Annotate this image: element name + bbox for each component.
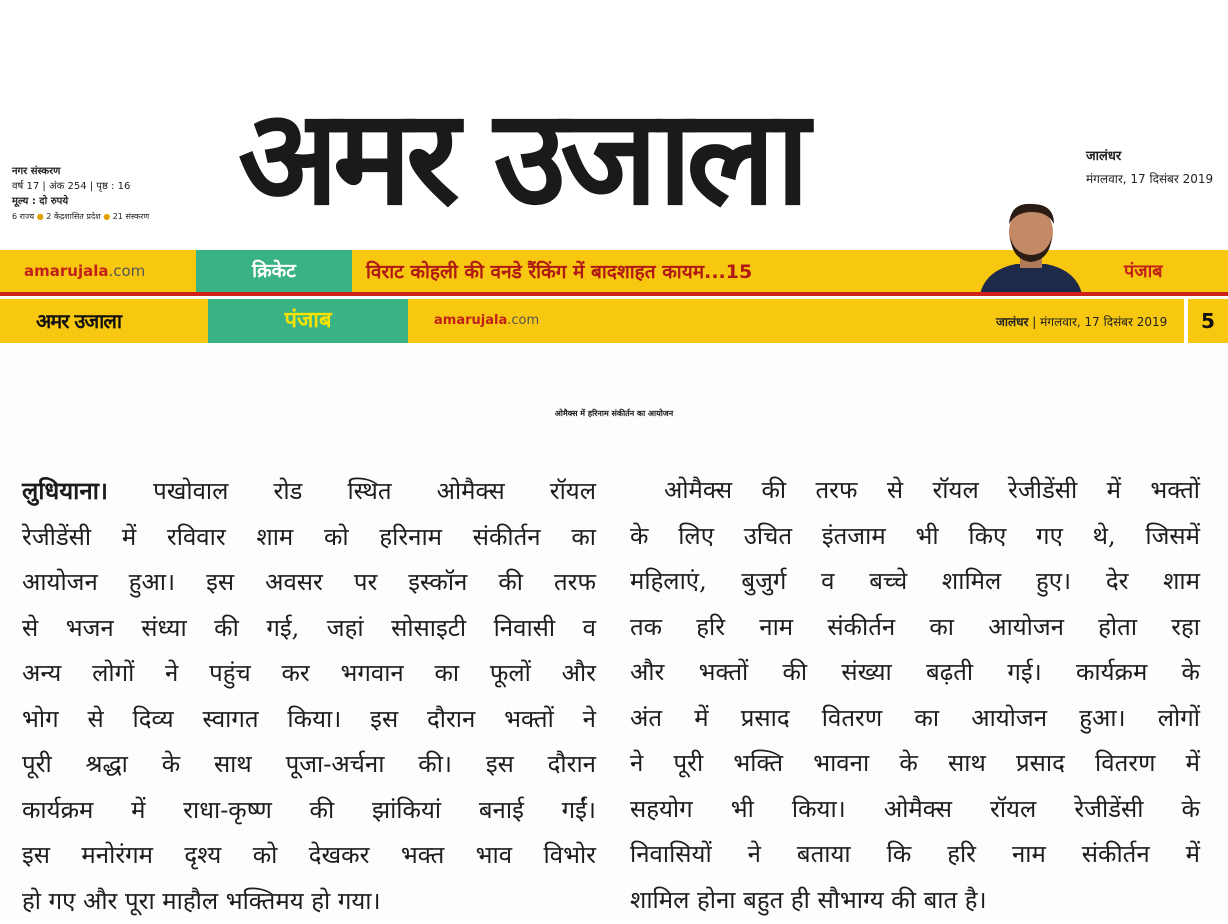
article-line [22,468,596,515]
meta-separator: | [1032,315,1040,329]
article-line: निवासियों ने बताया कि हरि नाम संकीर्तन में [630,832,1200,878]
site-domain: .com [507,313,539,328]
article-column-1 [22,468,596,924]
distribution-uts: 2 केंद्रशासित प्रदेश [46,212,100,221]
news-article [0,343,1228,918]
masthead-date: मंगलवार, 17 दिसंबर 2019 [1086,168,1213,190]
article-line: हो गए और पूरा माहौल भक्तिमय हो गया। [22,879,596,924]
bullet-icon: ● [103,212,110,221]
distribution [12,209,149,224]
section-label: पंजाब [208,299,408,343]
article-title: ओमैक्स में हरिनाम संकीर्तन का आयोजन [0,383,1228,443]
article-line: अंत में प्रसाद वितरण का आयोजन हुआ। लोगों [630,696,1200,742]
player-photo [976,198,1086,294]
distribution-editions: 21 संस्करण [113,212,149,221]
edition-info [12,164,149,224]
page-brand: अमर उजाला [36,299,121,343]
site-name: amarujala [24,262,108,280]
article-line: सहयोग भी किया। ओमैक्स रॉयल रेजीडेंसी के [630,787,1200,833]
page-site-link[interactable] [434,299,539,343]
site-domain: .com [108,262,145,280]
masthead-dateline [1086,146,1213,190]
article-line: महिलाएं, बुजुर्ग व बच्चे शामिल हुए। देर शाम [630,559,1200,605]
article-line: रेजीडेंसी में रविवार शाम को हरिनाम संकीर्तन का [22,515,596,561]
article-line: भोग से दिव्य स्वागत किया। इस दौरान भक्तों ने [22,697,596,743]
article-line: शामिल होना बहुत ही सौभाग्य की बात है। [630,878,1200,924]
ticker-site-link[interactable] [24,250,145,292]
bullet-icon: ● [37,212,44,221]
page-city: जालंधर [996,315,1028,329]
article-line: ने पूरी भक्ति भावना के साथ प्रसाद वितरण में [630,741,1200,787]
article-dateline: लुधियाना। [22,476,108,505]
article-line: तक हरि नाम संकीर्तन का आयोजन होता रहा [630,605,1200,651]
page-dateline [996,299,1167,345]
article-line: अन्य लोगों ने पहुंच कर भगवान का फूलों और [22,651,596,697]
article-line: पूरी श्रद्धा के साथ पूजा-अर्चना की। इस दौरान [22,742,596,788]
edition-details: वर्ष 17 | अंक 254 | पृष्ठ : 16 [12,179,149,194]
article-line: ओमैक्स की तरफ से रॉयल रेजीडेंसी में भक्तों [630,468,1200,514]
ticker-category[interactable]: क्रिकेट [196,250,352,292]
edition-name: नगर संस्करण [12,164,149,179]
article-line: इस मनोरंगम दृश्य को देखकर भक्त भाव विभोर [22,833,596,879]
article-line: और भक्तों की संख्या बढ़ती गई। कार्यक्रम के [630,650,1200,696]
distribution-states: 6 राज्य [12,212,34,221]
masthead-city: जालंधर [1086,146,1213,168]
ticker-headline[interactable]: विराट कोहली की वनडे रैंकिंग में बादशाहत कायम...15 [366,250,752,294]
site-name: amarujala [434,313,507,328]
newspaper-logo: अमर उजाला [238,78,1010,238]
page-date: मंगलवार, 17 दिसंबर 2019 [1040,315,1167,329]
ticker-region: पंजाब [1124,250,1163,294]
page-number: 5 [1188,299,1228,343]
page-header [0,299,1228,343]
article-line: के लिए उचित इंतजाम भी किए गए थे, जिसमें [630,514,1200,560]
player-photo-icon [976,198,1086,294]
article-line: कार्यक्रम में राधा-कृष्ण की झांकियां बनाई गईं। [22,788,596,834]
line-text: पखोवाल रोड स्थित ओमैक्स रॉयल [108,477,596,505]
price: मूल्य : दो रुपये [12,194,149,209]
article-line: से भजन संध्या की गई, जहां सोसाइटी निवासी व [22,606,596,652]
article-column-2 [630,468,1200,923]
article-line: आयोजन हुआ। इस अवसर पर इस्कॉन की तरफ [22,560,596,606]
